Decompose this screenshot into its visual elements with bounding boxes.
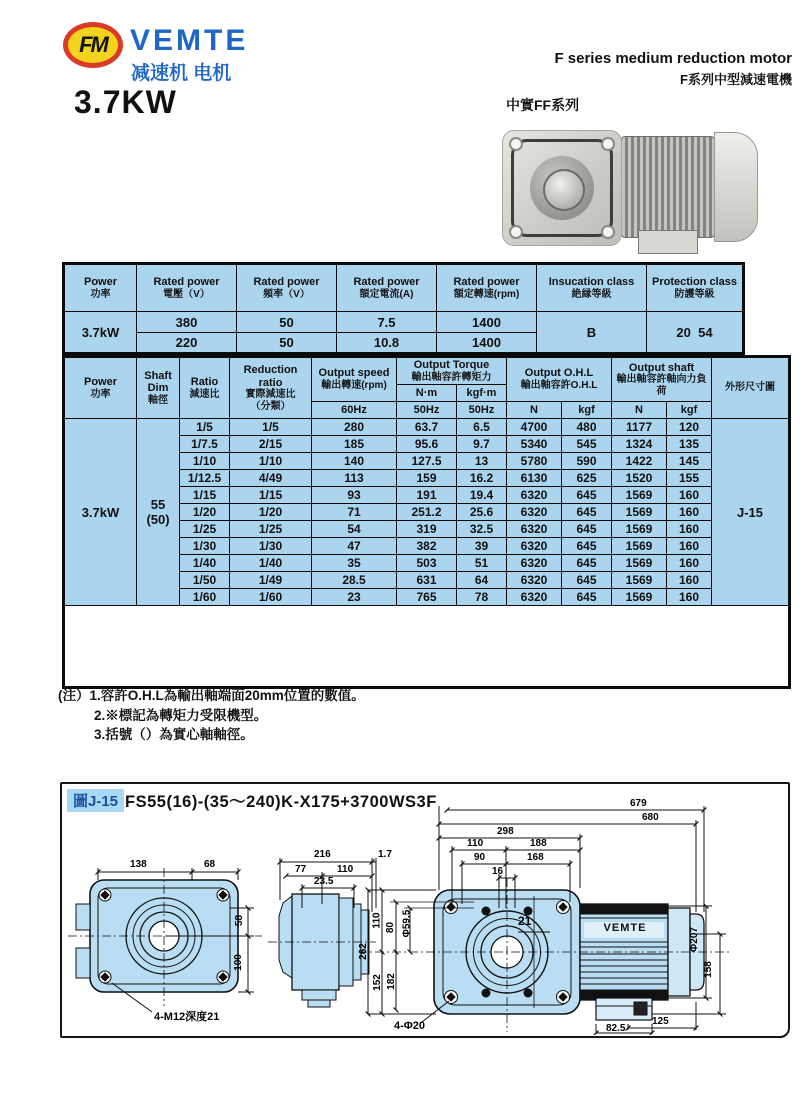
cell: 25.6 xyxy=(457,504,507,521)
cell: 6320 xyxy=(507,589,562,606)
cell: 127.5 xyxy=(397,453,457,470)
cell: 1520 xyxy=(612,470,667,487)
ratings-table xyxy=(62,262,745,355)
sub-header: kgf·m xyxy=(457,385,507,402)
dim-label: 77 xyxy=(295,864,307,875)
flange-hole xyxy=(601,137,615,151)
cell: 93 xyxy=(312,487,397,504)
flange-hole xyxy=(509,137,523,151)
cell: 113 xyxy=(312,470,397,487)
cell: 480 xyxy=(562,419,612,436)
sub-header: N xyxy=(612,402,667,419)
table-row xyxy=(64,419,790,436)
cell: 23 xyxy=(312,589,397,606)
cell: 159 xyxy=(397,470,457,487)
output-shaft xyxy=(543,169,585,211)
cell: 1/40 xyxy=(180,555,230,572)
flange-hole xyxy=(509,225,523,239)
dim-label: 16 xyxy=(492,866,504,877)
cell: 160 xyxy=(667,521,712,538)
sub-header: N xyxy=(507,402,562,419)
cell: 54 xyxy=(312,521,397,538)
col-header: Rated power 額定電流(A) xyxy=(337,264,437,312)
cell: 160 xyxy=(667,504,712,521)
cell: 1/15 xyxy=(230,487,312,504)
cell: 5340 xyxy=(507,436,562,453)
cell: 1569 xyxy=(612,555,667,572)
dim-label: 680 xyxy=(642,812,659,823)
cell: 1/10 xyxy=(230,453,312,470)
brand-logo-icon xyxy=(63,22,123,68)
cell: 382 xyxy=(397,538,457,555)
cell: 503 xyxy=(397,555,457,572)
motor-endcap xyxy=(714,132,758,242)
cell: 590 xyxy=(562,453,612,470)
motor-fins xyxy=(621,136,715,238)
dim-label: 58 xyxy=(234,914,246,927)
dim-label: 182 xyxy=(385,973,397,990)
cell: 5780 xyxy=(507,453,562,470)
brand-name: VEMTE xyxy=(130,24,249,57)
cell: 1/25 xyxy=(230,521,312,538)
cell: 47 xyxy=(312,538,397,555)
cell: 1569 xyxy=(612,521,667,538)
cell: 145 xyxy=(667,453,712,470)
cell: 625 xyxy=(562,470,612,487)
dim-label: 4-Φ20 xyxy=(394,1020,426,1032)
note-line: 2.※標記為轉矩力受限機型。 xyxy=(94,707,268,723)
cell: 120 xyxy=(667,419,712,436)
sub-header: 60Hz xyxy=(312,402,397,419)
cell: 645 xyxy=(562,521,612,538)
cell: 1/10 xyxy=(180,453,230,470)
dim-label: 152 xyxy=(371,974,383,991)
dim-label: 100 xyxy=(232,954,244,971)
cell: 35 xyxy=(312,555,397,572)
cell: 280 xyxy=(312,419,397,436)
cell: 6320 xyxy=(507,555,562,572)
cell: 4/49 xyxy=(230,470,312,487)
dim-label: 82.5 xyxy=(606,1023,626,1034)
note-line: 3.括號（）為實心軸軸徑。 xyxy=(94,727,254,743)
cell: 1/20 xyxy=(180,504,230,521)
dim-label: 679 xyxy=(630,798,647,809)
dim-label: 158 xyxy=(702,961,714,978)
cell: 645 xyxy=(562,504,612,521)
cell: 1/20 xyxy=(230,504,312,521)
cell: 50 xyxy=(237,333,337,354)
cell: 50 xyxy=(237,312,337,333)
dim-label: Φ207 xyxy=(688,927,700,952)
cell: 64 xyxy=(457,572,507,589)
cell: 4700 xyxy=(507,419,562,436)
cell: 9.7 xyxy=(457,436,507,453)
note-line: (注）1.容許O.H.L為輸出軸端面20mm位置的數值。 xyxy=(58,688,365,703)
col-header: 外形尺寸圖 xyxy=(712,357,790,419)
cell: 71 xyxy=(312,504,397,521)
col-header: Insucation class 絶縁等級 xyxy=(537,264,647,312)
col-header: Protection class 防護等級 xyxy=(647,264,744,312)
terminal-box xyxy=(638,230,698,254)
cell: 1/49 xyxy=(230,572,312,589)
dim-label: 90 xyxy=(474,852,486,863)
ratings-table-wrap xyxy=(62,262,742,355)
col-header: Rated power 電壓（V） xyxy=(137,264,237,312)
dim-label: 110 xyxy=(371,912,383,929)
series-title-zh: F系列中型減速電機 xyxy=(680,72,792,87)
sub-header: 50Hz xyxy=(457,402,507,419)
cell: 95.6 xyxy=(397,436,457,453)
notes xyxy=(58,686,365,745)
dim-label: 4-M12深度21 xyxy=(154,1011,220,1023)
cell: 1/40 xyxy=(230,555,312,572)
performance-table xyxy=(62,355,791,689)
cell: 160 xyxy=(667,572,712,589)
protection-class-cell: 20 54 xyxy=(647,312,744,354)
cell: 1/50 xyxy=(180,572,230,589)
cell: 16.2 xyxy=(457,470,507,487)
sub-header: 50Hz xyxy=(397,402,457,419)
cell: 1400 xyxy=(437,312,537,333)
product-photo xyxy=(488,122,758,256)
dim-label: 138 xyxy=(130,859,147,870)
cell: 1569 xyxy=(612,572,667,589)
cell: 6320 xyxy=(507,521,562,538)
cell: 251.2 xyxy=(397,504,457,521)
cell: 6320 xyxy=(507,487,562,504)
series-title-en: F series medium reduction motor xyxy=(554,50,792,67)
col-header: Reduction ratio 實際減速比 （分類） xyxy=(230,357,312,419)
logo-monogram: FM xyxy=(79,32,107,57)
dim-label: 1.7 xyxy=(378,849,392,860)
col-header: Power 功率 xyxy=(64,357,137,419)
cell: 6320 xyxy=(507,572,562,589)
col-header: Rated power 頻率（V） xyxy=(237,264,337,312)
cell: 160 xyxy=(667,487,712,504)
cell: 765 xyxy=(397,589,457,606)
cell: 645 xyxy=(562,589,612,606)
cell: 13 xyxy=(457,453,507,470)
page-title: 3.7KW xyxy=(74,84,177,120)
dim-label: 168 xyxy=(527,852,544,863)
cell: 380 xyxy=(137,312,237,333)
cell: 185 xyxy=(312,436,397,453)
col-header: Ratio 減速比 xyxy=(180,357,230,419)
cell: 1/25 xyxy=(180,521,230,538)
cell: 10.8 xyxy=(337,333,437,354)
power-cell: 3.7kW xyxy=(64,312,137,354)
dim-drawing-ref-cell: J-15 xyxy=(712,419,790,606)
dim-label: 23.5 xyxy=(314,876,334,887)
cell: 631 xyxy=(397,572,457,589)
dim-label: 216 xyxy=(314,849,331,860)
col-header: Power 功率 xyxy=(64,264,137,312)
power-cell: 3.7kW xyxy=(64,419,137,606)
cell: 1569 xyxy=(612,487,667,504)
cell: 1324 xyxy=(612,436,667,453)
cell: 19.4 xyxy=(457,487,507,504)
cell: 191 xyxy=(397,487,457,504)
dim-label: 262 xyxy=(357,943,369,960)
cell: 1/30 xyxy=(180,538,230,555)
sub-header: kgf xyxy=(562,402,612,419)
shaft-dim-cell: 55 (50) xyxy=(137,419,180,606)
performance-table-wrap xyxy=(62,355,788,689)
insulation-class-cell: B xyxy=(537,312,647,354)
gearbox-flange xyxy=(502,130,622,246)
dim-label: 188 xyxy=(530,838,547,849)
dim-label: 68 xyxy=(204,859,216,870)
col-header: Output O.H.L 輸出軸容許O.H.L xyxy=(507,357,612,402)
dimension-drawing-box xyxy=(60,782,790,1038)
cell: 645 xyxy=(562,487,612,504)
cell: 1/7.5 xyxy=(180,436,230,453)
dim-label: 21 xyxy=(518,914,532,928)
brand-subtitle: 减速机 电机 xyxy=(131,63,232,84)
col-header: Output speed 輸出轉速(rpm) xyxy=(312,357,397,402)
dim-label: 110 xyxy=(337,864,354,875)
cell: 78 xyxy=(457,589,507,606)
drawing-model-code: FS55(16)-(35～240)K-X175+3700WS3F xyxy=(125,793,437,811)
cell: 6320 xyxy=(507,538,562,555)
cell: 1400 xyxy=(437,333,537,354)
cell: 645 xyxy=(562,538,612,555)
cell: 1/30 xyxy=(230,538,312,555)
drawing-ref-badge: 圖J-15 xyxy=(67,789,124,812)
cell: 1/15 xyxy=(180,487,230,504)
cell: 39 xyxy=(457,538,507,555)
dim-label: 298 xyxy=(497,826,514,837)
cell: 1569 xyxy=(612,504,667,521)
cell: 6130 xyxy=(507,470,562,487)
cell: 63.7 xyxy=(397,419,457,436)
cell: 2/15 xyxy=(230,436,312,453)
dim-label: Φ59.5 xyxy=(401,909,413,938)
dim-label: 80 xyxy=(385,921,397,934)
sub-header: kgf xyxy=(667,402,712,419)
col-header: Rated power 額定轉速(rpm) xyxy=(437,264,537,312)
cell: 135 xyxy=(667,436,712,453)
col-header: Output shaft 輸出軸容許軸向力負荷 xyxy=(612,357,712,402)
cell: 140 xyxy=(312,453,397,470)
cell: 160 xyxy=(667,555,712,572)
cell: 1569 xyxy=(612,538,667,555)
dim-label: 110 xyxy=(467,838,484,849)
cell: 645 xyxy=(562,572,612,589)
cell: 645 xyxy=(562,555,612,572)
cell: 1/5 xyxy=(180,419,230,436)
cell: 1/12.5 xyxy=(180,470,230,487)
cell: 1/60 xyxy=(230,589,312,606)
cell: 319 xyxy=(397,521,457,538)
technical-drawing xyxy=(62,784,787,1035)
dim-label: 125 xyxy=(652,1016,669,1027)
motor-brand-label: VEMTE xyxy=(603,922,647,934)
empty-area xyxy=(64,606,790,688)
flange-hole xyxy=(601,225,615,239)
series-label: 中實FF系列 xyxy=(506,97,580,113)
cell: 160 xyxy=(667,589,712,606)
cell: 1569 xyxy=(612,589,667,606)
cell: 32.5 xyxy=(457,521,507,538)
cell: 1422 xyxy=(612,453,667,470)
cell: 28.5 xyxy=(312,572,397,589)
cell: 6.5 xyxy=(457,419,507,436)
cell: 155 xyxy=(667,470,712,487)
sub-header: N·m xyxy=(397,385,457,402)
cell: 220 xyxy=(137,333,237,354)
cell: 1177 xyxy=(612,419,667,436)
cell: 545 xyxy=(562,436,612,453)
cell: 1/60 xyxy=(180,589,230,606)
cell: 160 xyxy=(667,538,712,555)
cell: 1/5 xyxy=(230,419,312,436)
col-header: Output Torque 輸出軸容許轉矩力 xyxy=(397,357,507,385)
col-header: Shaft Dim 軸徑 xyxy=(137,357,180,419)
cell: 51 xyxy=(457,555,507,572)
cell: 6320 xyxy=(507,504,562,521)
cell: 7.5 xyxy=(337,312,437,333)
